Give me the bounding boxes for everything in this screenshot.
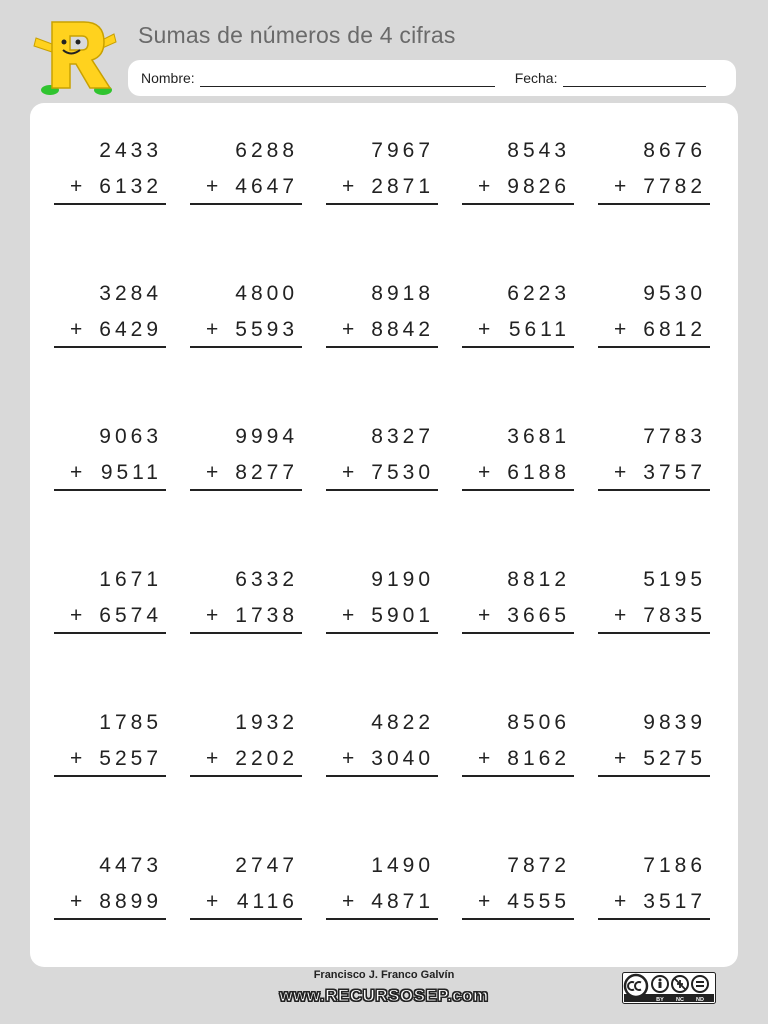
sum-line	[462, 632, 574, 634]
plus-sign: +	[478, 461, 491, 484]
second-addend: 3665	[507, 604, 570, 627]
plus-sign: +	[614, 747, 627, 770]
second-addend: 2871	[371, 175, 434, 198]
sum-line	[462, 203, 574, 205]
name-label: Nombre:	[141, 70, 195, 86]
author-credit: Francisco J. Franco Galvín	[313, 969, 455, 981]
plus-sign: +	[70, 318, 83, 341]
plus-sign: +	[206, 890, 219, 913]
first-addend: 8918	[371, 282, 434, 305]
first-addend: 9063	[99, 425, 162, 448]
sum-line	[190, 203, 302, 205]
first-addend: 7783	[643, 425, 706, 448]
addition-problem	[598, 568, 710, 638]
sum-line	[326, 918, 438, 920]
second-addend: 6812	[643, 318, 706, 341]
sum-line	[54, 489, 166, 491]
first-addend: 3681	[507, 425, 570, 448]
first-addend: 4822	[371, 711, 434, 734]
addition-problem	[190, 711, 302, 781]
sum-line	[326, 346, 438, 348]
sum-line	[190, 489, 302, 491]
first-addend: 1490	[371, 854, 434, 877]
first-addend: 1932	[235, 711, 298, 734]
creative-commons-by-nc-nd-icon	[622, 972, 716, 1004]
plus-sign: +	[614, 604, 627, 627]
plus-sign: +	[206, 175, 219, 198]
addition-problem	[326, 282, 438, 352]
addition-problem	[326, 568, 438, 638]
sum-line	[462, 775, 574, 777]
addition-problem	[462, 568, 574, 638]
addition-problem	[598, 282, 710, 352]
addition-problem	[326, 139, 438, 209]
name-date-bar	[128, 60, 736, 96]
first-addend: 6223	[507, 282, 570, 305]
sum-line	[54, 632, 166, 634]
plus-sign: +	[614, 890, 627, 913]
first-addend: 9839	[643, 711, 706, 734]
first-addend: 8543	[507, 139, 570, 162]
first-addend: 4800	[235, 282, 298, 305]
addition-problem	[598, 711, 710, 781]
sum-line	[54, 775, 166, 777]
sum-line	[190, 346, 302, 348]
plus-sign: +	[478, 318, 491, 341]
second-addend: 3517	[643, 890, 706, 913]
first-addend: 3284	[99, 282, 162, 305]
sum-line	[54, 918, 166, 920]
addition-problem	[54, 425, 166, 495]
name-field-line[interactable]	[200, 70, 495, 87]
second-addend: 3757	[643, 461, 706, 484]
plus-sign: +	[342, 604, 355, 627]
second-addend: 9826	[507, 175, 570, 198]
sum-line	[326, 632, 438, 634]
second-addend: 8899	[99, 890, 162, 913]
second-addend: 4871	[371, 890, 434, 913]
second-addend: 5257	[99, 747, 162, 770]
second-addend: 6574	[99, 604, 162, 627]
plus-sign: +	[70, 461, 83, 484]
addition-problem	[326, 711, 438, 781]
sum-line	[54, 203, 166, 205]
plus-sign: +	[478, 890, 491, 913]
addition-problem	[462, 711, 574, 781]
first-addend: 6332	[235, 568, 298, 591]
first-addend: 2433	[99, 139, 162, 162]
first-addend: 5195	[643, 568, 706, 591]
addition-problem	[190, 854, 302, 924]
addition-problem	[462, 282, 574, 352]
plus-sign: +	[614, 175, 627, 198]
first-addend: 9994	[235, 425, 298, 448]
plus-sign: +	[206, 747, 219, 770]
plus-sign: +	[206, 604, 219, 627]
sum-line	[326, 489, 438, 491]
plus-sign: +	[478, 747, 491, 770]
plus-sign: +	[342, 461, 355, 484]
plus-sign: +	[342, 318, 355, 341]
second-addend: 6132	[99, 175, 162, 198]
addition-problem	[190, 139, 302, 209]
plus-sign: +	[478, 604, 491, 627]
first-addend: 7967	[371, 139, 434, 162]
sum-line	[54, 346, 166, 348]
first-addend: 8812	[507, 568, 570, 591]
second-addend: 7530	[371, 461, 434, 484]
sum-line	[190, 632, 302, 634]
sum-line	[462, 346, 574, 348]
first-addend: 4473	[99, 854, 162, 877]
sum-line	[598, 918, 710, 920]
addition-problem	[326, 425, 438, 495]
second-addend: 5611	[508, 318, 570, 341]
problems-grid	[54, 139, 714, 929]
addition-problem	[190, 568, 302, 638]
plus-sign: +	[342, 747, 355, 770]
second-addend: 6429	[99, 318, 162, 341]
addition-problem	[190, 425, 302, 495]
addition-problem	[54, 139, 166, 209]
recursosep-logo-icon	[30, 18, 120, 98]
sum-line	[190, 775, 302, 777]
plus-sign: +	[614, 318, 627, 341]
date-label: Fecha:	[514, 70, 558, 86]
plus-sign: +	[70, 604, 83, 627]
second-addend: 4116	[236, 890, 298, 913]
plus-sign: +	[342, 890, 355, 913]
addition-problem	[54, 568, 166, 638]
second-addend: 8162	[507, 747, 570, 770]
second-addend: 4555	[507, 890, 570, 913]
second-addend: 5275	[643, 747, 706, 770]
sum-line	[326, 203, 438, 205]
second-addend: 5901	[371, 604, 434, 627]
sum-line	[598, 346, 710, 348]
plus-sign: +	[70, 890, 83, 913]
first-addend: 2747	[235, 854, 298, 877]
second-addend: 7782	[643, 175, 706, 198]
addition-problem	[598, 139, 710, 209]
sum-line	[598, 775, 710, 777]
addition-problem	[598, 425, 710, 495]
second-addend: 7835	[643, 604, 706, 627]
sum-line	[598, 203, 710, 205]
first-addend: 8506	[507, 711, 570, 734]
addition-problem	[326, 854, 438, 924]
sum-line	[326, 775, 438, 777]
second-addend: 5593	[235, 318, 298, 341]
first-addend: 7186	[643, 854, 706, 877]
second-addend: 3040	[371, 747, 434, 770]
plus-sign: +	[70, 747, 83, 770]
sum-line	[598, 489, 710, 491]
plus-sign: +	[206, 318, 219, 341]
first-addend: 9530	[643, 282, 706, 305]
first-addend: 6288	[235, 139, 298, 162]
first-addend: 1671	[99, 568, 162, 591]
sum-line	[190, 918, 302, 920]
first-addend: 9190	[371, 568, 434, 591]
addition-problem	[598, 854, 710, 924]
first-addend: 7872	[507, 854, 570, 877]
plus-sign: +	[478, 175, 491, 198]
second-addend: 8277	[235, 461, 298, 484]
addition-problem	[190, 282, 302, 352]
website-link[interactable]: www.RECURSOSEP.com	[279, 986, 489, 1005]
first-addend: 8327	[371, 425, 434, 448]
page-title: Sumas de números de 4 cifras	[138, 22, 456, 48]
plus-sign: +	[206, 461, 219, 484]
second-addend: 9511	[100, 461, 162, 484]
addition-problem	[54, 854, 166, 924]
sum-line	[462, 918, 574, 920]
date-field-line[interactable]	[563, 70, 706, 87]
sum-line	[598, 632, 710, 634]
second-addend: 4647	[235, 175, 298, 198]
addition-problem	[462, 425, 574, 495]
exercise-sheet	[30, 103, 738, 967]
second-addend: 6188	[507, 461, 570, 484]
plus-sign: +	[342, 175, 355, 198]
license-tag-by: BY	[656, 997, 664, 1003]
addition-problem	[462, 854, 574, 924]
second-addend: 2202	[235, 747, 298, 770]
license-tag-nc: NC	[676, 997, 684, 1003]
addition-problem	[54, 282, 166, 352]
addition-problem	[462, 139, 574, 209]
second-addend: 1738	[235, 604, 298, 627]
sum-line	[462, 489, 574, 491]
first-addend: 1785	[99, 711, 162, 734]
second-addend: 8842	[371, 318, 434, 341]
plus-sign: +	[70, 175, 83, 198]
first-addend: 8676	[643, 139, 706, 162]
addition-problem	[54, 711, 166, 781]
plus-sign: +	[614, 461, 627, 484]
license-tag-nd: ND	[696, 997, 704, 1003]
